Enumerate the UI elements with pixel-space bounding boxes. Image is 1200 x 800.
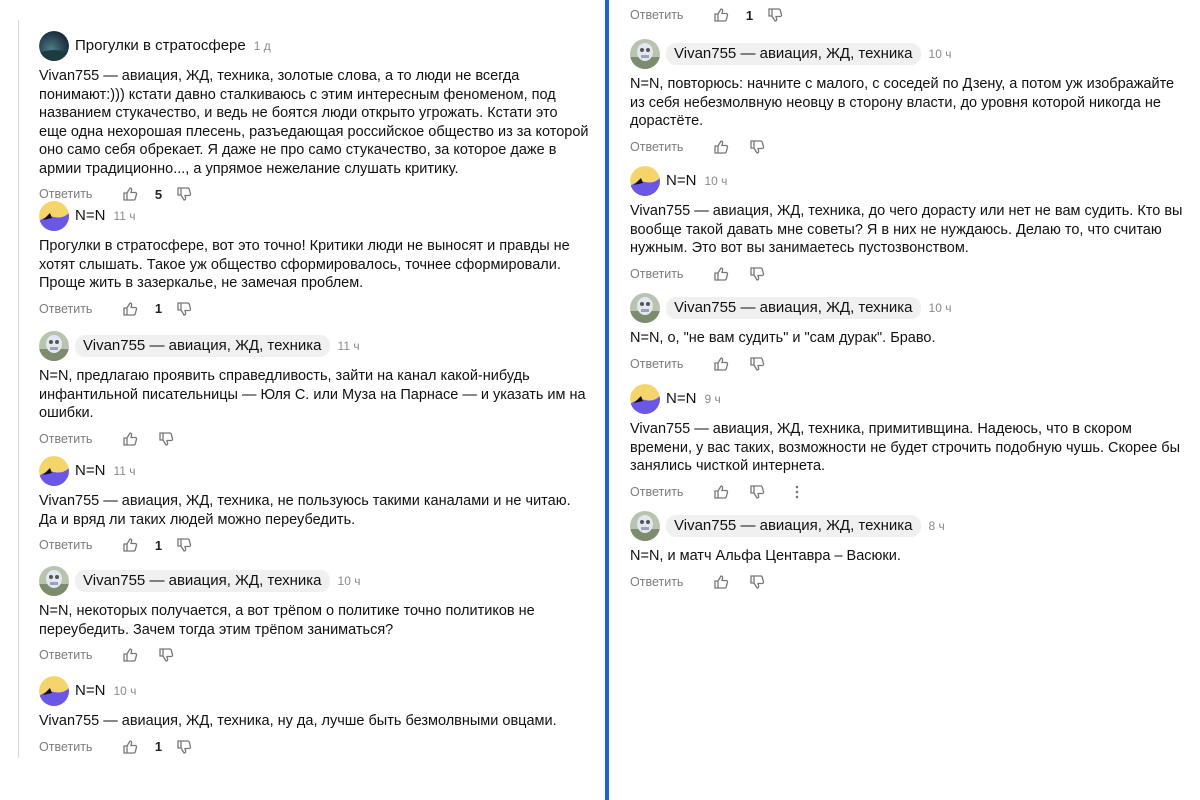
- comment-actions: [630, 135, 1185, 159]
- timestamp: 8 ч: [928, 519, 945, 533]
- comment-header: [630, 165, 1185, 197]
- author-name[interactable]: N=N: [666, 172, 697, 189]
- comment-text: Vivan755 — авиация, ЖД, техника, не пользуюсь такими каналами и не читаю. Да и вряд ли таких людей можно переубедить.: [39, 493, 571, 528]
- reply-button[interactable]: Ответить: [630, 574, 684, 589]
- column-divider: [605, 0, 609, 800]
- reply-button[interactable]: Ответить: [39, 739, 93, 754]
- dislike-icon[interactable]: [749, 574, 765, 590]
- comment-header: [630, 38, 1185, 70]
- comment: [39, 330, 589, 451]
- like-icon[interactable]: [122, 301, 138, 317]
- like-icon[interactable]: [122, 537, 138, 553]
- avatar[interactable]: [39, 566, 69, 596]
- timestamp: 10 ч: [704, 174, 728, 188]
- dislike-icon[interactable]: [176, 301, 192, 317]
- comment: [630, 165, 1185, 286]
- avatar[interactable]: [630, 166, 660, 196]
- like-icon[interactable]: [122, 739, 138, 755]
- like-icon[interactable]: [713, 139, 729, 155]
- comment-text: N=N, предлагаю проявить справедливость, зайти на канал какой-нибудь инфантильной писательницы — Юля С. или Муза на Парнасе — и указать им на ошибки.: [39, 368, 586, 421]
- comment-header: [39, 455, 589, 487]
- like-count: 5: [154, 186, 163, 202]
- like-count: 1: [154, 301, 163, 316]
- avatar[interactable]: [630, 293, 660, 323]
- comment-text: N=N, о, "не вам судить" и "сам дурак". Браво.: [630, 330, 936, 346]
- comment-header: [630, 510, 1185, 542]
- reply-button[interactable]: Ответить: [39, 187, 93, 201]
- comment-text: Vivan755 — авиация, ЖД, техника, до чего дорасту или нет не вам судить. Кто вы вообще такой давать мне советы? Я в них не нуждаюсь. Делаю то, что считаю нужным. Это вот вы занимаетесь пустозвонством.: [630, 203, 1183, 256]
- dislike-icon[interactable]: [176, 537, 192, 553]
- reply-button[interactable]: Ответить: [630, 139, 684, 154]
- author-name[interactable]: N=N: [75, 207, 106, 224]
- author-name[interactable]: Vivan755 — авиация, ЖД, техника: [75, 570, 330, 592]
- timestamp: 11 ч: [113, 464, 136, 478]
- comment-text: Vivan755 — авиация, ЖД, техника, ну да, лучше быть безмолвными овцами.: [39, 713, 557, 729]
- comment-header: [39, 675, 589, 707]
- author-name[interactable]: Прогулки в стратосфере: [75, 37, 246, 54]
- avatar[interactable]: [39, 31, 69, 61]
- comment: [39, 455, 589, 557]
- comment-header: [39, 200, 589, 232]
- avatar[interactable]: [39, 201, 69, 231]
- dislike-icon[interactable]: [158, 647, 174, 663]
- reply-button[interactable]: Ответить: [39, 431, 93, 446]
- comment: [39, 675, 589, 759]
- reply-button[interactable]: Ответить: [630, 266, 684, 281]
- comment-actions: [39, 643, 589, 667]
- timestamp: 10 ч: [337, 574, 361, 588]
- comment-header: [39, 565, 589, 597]
- author-name[interactable]: N=N: [75, 682, 106, 699]
- avatar[interactable]: [39, 676, 69, 706]
- thread-line: [18, 20, 19, 758]
- avatar[interactable]: [39, 331, 69, 361]
- reply-button[interactable]: Ответить: [39, 301, 93, 316]
- timestamp: 10 ч: [113, 684, 137, 698]
- comment-actions: [630, 480, 1185, 504]
- like-icon[interactable]: [713, 574, 729, 590]
- author-name[interactable]: Vivan755 — авиация, ЖД, техника: [666, 43, 921, 65]
- comment-actions: [39, 427, 589, 451]
- comment: [630, 383, 1185, 504]
- timestamp: 9 ч: [704, 392, 721, 406]
- timestamp: 1 д: [253, 39, 271, 53]
- comment: [630, 292, 1185, 376]
- avatar[interactable]: [630, 511, 660, 541]
- comment-actions: [39, 533, 589, 557]
- like-count: 1: [154, 537, 163, 553]
- comment-header: [39, 330, 589, 362]
- comment-actions: [630, 352, 1185, 376]
- comment-header: [39, 30, 589, 62]
- like-icon[interactable]: [713, 484, 729, 500]
- dislike-icon[interactable]: [176, 739, 192, 755]
- like-icon[interactable]: [713, 266, 729, 282]
- right-comment-column: [610, 0, 1200, 800]
- comment: [630, 510, 1185, 594]
- timestamp: 11 ч: [113, 209, 136, 223]
- timestamp: 11 ч: [337, 339, 360, 353]
- partial-actions-bar: [630, 3, 787, 27]
- comment-actions: [39, 297, 589, 321]
- dislike-icon[interactable]: [749, 266, 765, 282]
- avatar[interactable]: [39, 456, 69, 486]
- like-count: 1: [154, 739, 163, 754]
- dislike-icon[interactable]: [767, 7, 783, 23]
- like-icon[interactable]: [122, 431, 138, 447]
- comment-text: N=N, некоторых получается, а вот трёпом о политике точно политиков не переубедить. Зачем тогда этим трёпом заниматься?: [39, 603, 535, 638]
- comment-text: N=N, повторюсь: начните с малого, с соседей по Дзену, а потом уж изображайте из себя небезмолвную неовцу в сторону власти, до уровня которой никогда не дорастёте.: [630, 76, 1175, 129]
- comment: [39, 565, 589, 667]
- comment-header: [630, 383, 1185, 415]
- comment-actions: [39, 735, 589, 759]
- more-options-icon[interactable]: [789, 484, 805, 500]
- dislike-icon[interactable]: [749, 484, 765, 500]
- comment: [39, 200, 589, 321]
- timestamp: 10 ч: [928, 47, 952, 61]
- dislike-icon[interactable]: [158, 431, 174, 447]
- avatar[interactable]: [630, 384, 660, 414]
- author-name[interactable]: Vivan755 — авиация, ЖД, техника: [75, 335, 330, 357]
- avatar[interactable]: [630, 39, 660, 69]
- reply-button[interactable]: Ответить: [39, 538, 93, 552]
- like-icon[interactable]: [713, 356, 729, 372]
- dislike-icon[interactable]: [749, 139, 765, 155]
- comment-text: Vivan755 — авиация, ЖД, техника, золотые слова, а то люди не всегда понимают:))) кстати давно сталкиваюсь с этим интересным феноменом, под названием стукачество, и ведь не боятся люди открыто угрожать. Кстати это еще одна нехорошая плесень, разъедающая российское общество из за которой оно само себя обрекает. Я даже не про само стукачество, за которое даже в армии традиционно..., а упрямое нежелание слушать критику.: [39, 68, 589, 177]
- reply-button[interactable]: Ответить: [630, 484, 684, 499]
- reply-button[interactable]: Ответить: [39, 648, 93, 662]
- like-icon[interactable]: [713, 7, 729, 23]
- comment-text: N=N, и матч Альфа Центавра – Васюки.: [630, 548, 901, 564]
- comment-header: [630, 292, 1185, 324]
- like-count: 1: [745, 7, 754, 23]
- author-name[interactable]: N=N: [75, 462, 106, 479]
- comment-text: Vivan755 — авиация, ЖД, техника, примитивщина. Надеюсь, что в скором времени, у вас таких, возможности не будет строчить подобную чушь. Скорее бы занялись чисткой интернета.: [630, 421, 1181, 474]
- dislike-icon[interactable]: [749, 356, 765, 372]
- author-name[interactable]: N=N: [666, 390, 697, 407]
- author-name[interactable]: Vivan755 — авиация, ЖД, техника: [666, 515, 921, 537]
- reply-button[interactable]: Ответить: [630, 8, 684, 22]
- comment-text: Прогулки в стратосфере, вот это точно! Критики люди не выносят и правды не хотят слышать. Такое уж общество сформировалось, точнее сформировали. Проще жить в зазеркалье, не замечая проблем.: [39, 238, 570, 291]
- comment: [39, 30, 589, 206]
- comment-actions: [630, 262, 1185, 286]
- author-name[interactable]: Vivan755 — авиация, ЖД, техника: [666, 297, 921, 319]
- timestamp: 10 ч: [928, 301, 952, 315]
- like-icon[interactable]: [122, 647, 138, 663]
- comment: [630, 38, 1185, 159]
- reply-button[interactable]: Ответить: [630, 356, 684, 371]
- comment-actions: [630, 570, 1185, 594]
